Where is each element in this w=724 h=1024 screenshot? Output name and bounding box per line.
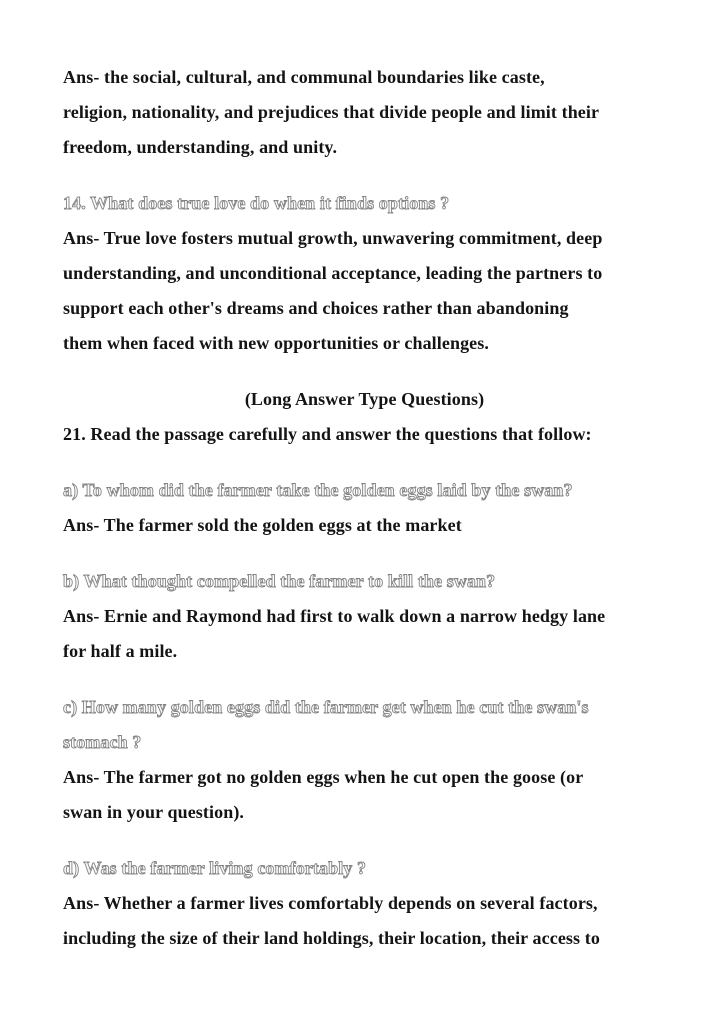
text-group: [63, 60, 666, 165]
answer-line: them when faced with new opportunities or challenges.: [63, 333, 489, 353]
text-group: [63, 690, 666, 830]
answer-line: Ans- Ernie and Raymond had first to walk down a narrow hedgy lane: [63, 606, 606, 626]
answer-line: Ans- Whether a farmer lives comfortably depends on several factors,: [63, 893, 598, 913]
answer-line: Ans- The farmer sold the golden eggs at the market: [63, 515, 462, 535]
question-line: d) Was the farmer living comfortably ?: [63, 858, 367, 878]
question-line: stomach ?: [63, 732, 142, 752]
answer-line: including the size of their land holdings, their location, their access to: [63, 928, 600, 948]
question-line: c) How many golden eggs did the farmer get when he cut the swan's: [63, 697, 589, 717]
text-group: [63, 186, 666, 361]
answer-line: Ans- the social, cultural, and communal boundaries like caste,: [63, 67, 545, 87]
text-group: [63, 564, 666, 669]
answer-line: 21. Read the passage carefully and answer the questions that follow:: [63, 424, 592, 444]
answer-line: religion, nationality, and prejudices that divide people and limit their: [63, 102, 600, 122]
answer-line: Ans- True love fosters mutual growth, unwavering commitment, deep: [63, 228, 603, 248]
text-group: [63, 382, 666, 452]
document-content: [63, 60, 666, 956]
answer-line: freedom, understanding, and unity.: [63, 137, 338, 157]
answer-line: for half a mile.: [63, 641, 178, 661]
question-line: 14. What does true love do when it finds options ?: [63, 193, 450, 213]
question-line: b) What thought compelled the farmer to kill the swan?: [63, 571, 496, 591]
answer-line: support each other's dreams and choices rather than abandoning: [63, 298, 569, 318]
text-group: [63, 851, 666, 956]
answer-line: swan in your question).: [63, 802, 245, 822]
answer-line: understanding, and unconditional acceptance, leading the partners to: [63, 263, 603, 283]
answer-line: Ans- The farmer got no golden eggs when he cut open the goose (or: [63, 767, 584, 787]
text-group: [63, 473, 666, 543]
section-heading: (Long Answer Type Questions): [244, 389, 485, 409]
question-line: a) To whom did the farmer take the golden eggs laid by the swan?: [63, 480, 573, 500]
